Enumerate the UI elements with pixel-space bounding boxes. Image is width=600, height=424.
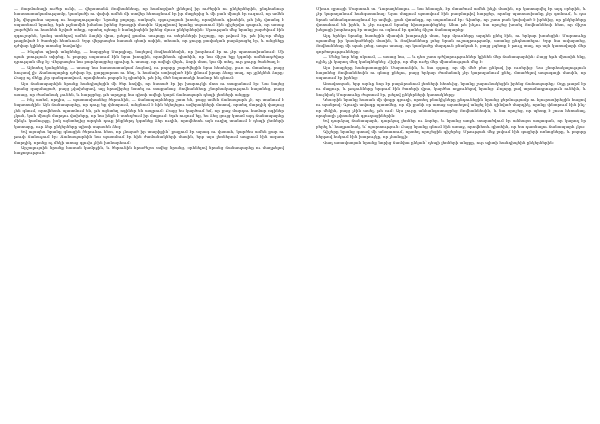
right-paragraph-7: Եվ դարձյալ ճանապարհ, դարձյալ լեռներ ու ձորեր, և նրանց առջև տարածվում էր անհայտ ապագան, որ կարող էր բերել և՛ հաղթանակ, և՛ պարտություն: Բայց նրանք գնում էին առաջ, որովհետև գիտեին, որ ետ դառնալու ճանապարհ չկա: bbox=[316, 118, 586, 129]
two-column-layout bbox=[14, 6, 586, 418]
right-paragraph-1: Միուս զրուցի Մարտուն տ. Դարաղենալու — նա հնասըն, էր մտածում ամեն ինչի մասին, որ կատարվել էր այդ օրերին, և չէր կարողանում հանգստանալ: Նրա մտքում պտտվում էին բազմաթիվ հարցեր, որոնց պատասխանը չէր գտնում, և դա նրան անհանգստացնում էր ավելի, քան վտանգը, որ սպառնում էր: Գիտեր, որ շատ բան կախված է իրենից, որ ընկերները վստահում են իրեն, և չէր ուզում նրանց հիասթափեցնել: Ահա թե ինչու նա որոշեց խոսել Յովհաննեսի հետ, որ միշտ խելացի խորհուրդ էր տալիս ու օգնում էր գտնել ճիշտ ճանապարհը: bbox=[316, 6, 586, 33]
right-paragraph-2: Այդ երեկո նրանք նստեցին միասին խարույկի մոտ, երբ մյուսները արդեն քնել էին, ու երկար խոսեցին: Մարտունը պատմեց իր կասկածների մասին, և Յովհաննեսը լսեց նրան ուշադրությամբ, առանց ընդհատելու: Երբ նա ավարտեց, Յովհաննեսը մի պահ լռեց, ապա ասաց, որ կասկածը մարդուն բնական է, բայց չպետք է թույլ տալ, որ այն կառավարի մեր գործողությունները: bbox=[316, 32, 586, 54]
left-paragraph-2: — Ինչպես պիտի անցնենք, — հարցրեց Սարգիսը, նայելով Յովհաննեսին, որ խորհում էր ու չէր պատասխանում: Մի պահ լռություն տիրեց, և բոլորը սպասում էին նրա խոսքին, որովհետև գիտեին, որ նա միշտ ելք կգտնի ամենադժվար դրության մեջ էլ: Վերջապես նա բարձրացրեց գլուխը և ասաց, որ ավելի վերև, ձորի մոտ, կա մի տեղ, ուր ջուրը ծանծաղ է: bbox=[14, 48, 284, 65]
left-paragraph-6: Եվ այսպես նրանք գնացին ծերունու հետ, որ չնայած իր տարիքին՝ քայլում էր արագ ու վստահ, կարծես ամեն քար ու թուփ ճանաչում էր: Ճանապարհին նա պատմում էր հին ժամանակների մասին, երբ այս լեռներում ապրում էին ազատ մարդիկ, որոնք ոչ մեկի առաջ գլուխ չէին խոնարհում: bbox=[14, 128, 284, 145]
left-paragraph-7: Արշալույսին նրանք հասան կամրջին, և ծերունին հրաժեշտ տվեց նրանց, օրհնելով նրանց ճանապարհը ու մաղթելով հաջողություն: bbox=[14, 144, 284, 156]
right-paragraph-3: — Մենք նոր ենք սկսում, — ասաց նա, — և դեռ շատ դժվարություններ կլինեն մեր ճանապարհին: Բայց եթե միասին ենք, ոչինչ չի կարող մեզ կանգնեցնել: Հիշիր, որ մեր ուժը մեր միասնության մեջ է: bbox=[316, 54, 586, 65]
right-text-column bbox=[316, 6, 586, 418]
left-paragraph-5: — Ինչ ասեմ, որդիս, — պատասխանեց ծերունին, — ճանապարհները շատ են, բայց ամեն ճանապարհ չէ, որ տանում է նպատակին: Այն ճանապարհը, որ դուք եք փնտրում, անցնում է հին եկեղեցու ավերակների մոտով, որտեղ մարդիկ վաղուց չեն գնում, որովհետև պատմում են, թե այնտեղ ոգիներ են ապրում: Բայց ես կարծում եմ, որ քաջ մարդու համար ոգիներ չկան, կան միայն մարդու վախերը, որ նա ինքն է ստեղծում իր մտքում: Եթե ուզում եք, ես ձեզ ցույց կտամ այդ ճանապարհը մինչև կամուրջը, իսկ այնտեղից արդեն դուք ինքներդ կգտնեք ձեր ուղին, որովհետև այն ուղիղ տանում է դեպի լեռների կատարը, ուր ձեր ընկերները պիտի սպասեն ձեզ: bbox=[14, 96, 284, 129]
right-paragraph-4: Այս խոսքերը հանգստացրին Մարտունին, և նա զգաց, որ մի մեծ բեռ ընկավ իր ուսերից: Նա շնորհակալություն հայտնեց Յովհաննեսին ու գնաց քնելու, բայց երկար ժամանակ չէր կարողանում քնել, մտածելով ապագայի մասին, որ սպասում էր իրենց: bbox=[316, 64, 586, 81]
right-paragraph-6: Կեսօրին նրանք հասան մի փոքր գյուղի, որտեղ բնակիչները ընդունեցին նրանց ջերմությամբ ու հյուրասիրեցին հացով ու պանրով: Գյուղի ավագը պատմեց, որ մի քանի օր առաջ այստեղով անցել էին զինված մարդիկ, որոնք փնտրում էին ինչ-որ մեկին, բայց չէին ասել, թե ում: Այս լուրը անհանգստացրեց Յովհաննեսին, և նա որոշեց, որ պետք է շուտ հեռանալ, որպեսզի չվտանգեն գյուղացիներին: bbox=[316, 96, 586, 118]
right-paragraph-8: Գիշերը նրանց գտավ մի անտառում, որտեղ որոշեցին գիշերել: Մթության մեջ լսվում էին գայլերի ոռնոցները, և բոլորը հերթով հսկում էին խարույկը, որ չհանգչի: bbox=[316, 128, 586, 140]
right-paragraph-5: Առավոտյան, երբ արևը նոր էր բարձրանում լեռների հետևից, նրանք շարունակեցին իրենց ճանապարհը: Օդը թարմ էր ու մաքուր, և թռչունները երգում էին ծառերի վրա, կարծես ողջունելով նրանց: Բոլորը լավ տրամադրություն ունեին, և նույնիսկ Մարտունը ժպտում էր, լսելով ընկերների կատակները: bbox=[316, 80, 586, 97]
left-paragraph-1: — Յարմանալի ուժեր ունի, — վերստանձ Յովհաննեսը, որ համոզված լինելով իր ուժերին ու ընկերներին, ընդհանուր հաստատակամությամբ, կասկածի ու վախի ամեն մի ստվեր հեռացնում էր իր մտքերից և մի բան միայն էր ուզում, որ ամեն ինչ վերջանա արագ ու հաջողությամբ: Նրանք բոլորը, սակայն, զգուշացան խոսել, որովհետև գիտեին, թե ինչ վտանգ է սպառնում նրանց, եթե թշնամին իմանա իրենց ծրագրի մասին: Այդպիսով նրանք սպասում էին գիշերվա գալուն, որ առաջ շարժվեն ու հասնեն նշված տեղը, որտեղ պետք է հանդիպեին իրենց մյուս ընկերներին: Մթության մեջ նրանք շարժվում էին զգուշորեն, կանգ առնելով ամեն ձայնի վրա, լսելով քամու սուլոցը ու տերևների խշշոցը, որ թվում էր, թե ինչ-որ մեկը թաքնված է ծառերի հետևում: Երբ վերջապես հասան գետի ափին, տեսան, որ ջուրը բավական բարձրացել էր, և անցնելը դժվար կլիներ առանց նավակի: bbox=[14, 6, 284, 49]
left-paragraph-4: Այս ճանապարհին նրանք հանդիպեցին մի ծեր հովվի, որ նստած էր իր խարույկի մոտ ու տաքանում էր: Նա նայեց նրանց զարմացած, բայց չվախեցավ, այլ հրավիրեց նստել ու տաքանալ: Յովհաննեսը շնորհակալություն հայտնեց, բայց ասաց, որ ժամանակ չունեն, և հարցրեց, թե արդյոք նա գիտի ավելի կարճ ճանապարհ դեպի լեռների անցքը: bbox=[14, 80, 284, 97]
right-paragraph-9: Վաղ առավոտյան նրանք նորից ճամփա ընկան՝ դեպի լեռների անցքը, ուր պիտի հանդիպեին ընկերներին: bbox=[323, 139, 555, 145]
left-paragraph-3: — Այնտեղ կանցնենք, — ասաց նա հաստատակամ ձայնով, ու բոլորը շարժվեցին նրա հետևից, լուռ ու մտահոգ, բայց հույսով լի: Ճանապարհը դժվար էր, քարքարոտ ու նեղ, և հաճախ ստիպված էին լինում իրար ձեռք տալ, որ չընկնեն ձորը: Բայց ոչ մեկը չէր գանգատվում, որովհետև բոլորն էլ գիտեին, թե ինչ մեծ նպատակի համար են գնում: bbox=[14, 64, 284, 81]
left-text-column bbox=[14, 6, 284, 418]
